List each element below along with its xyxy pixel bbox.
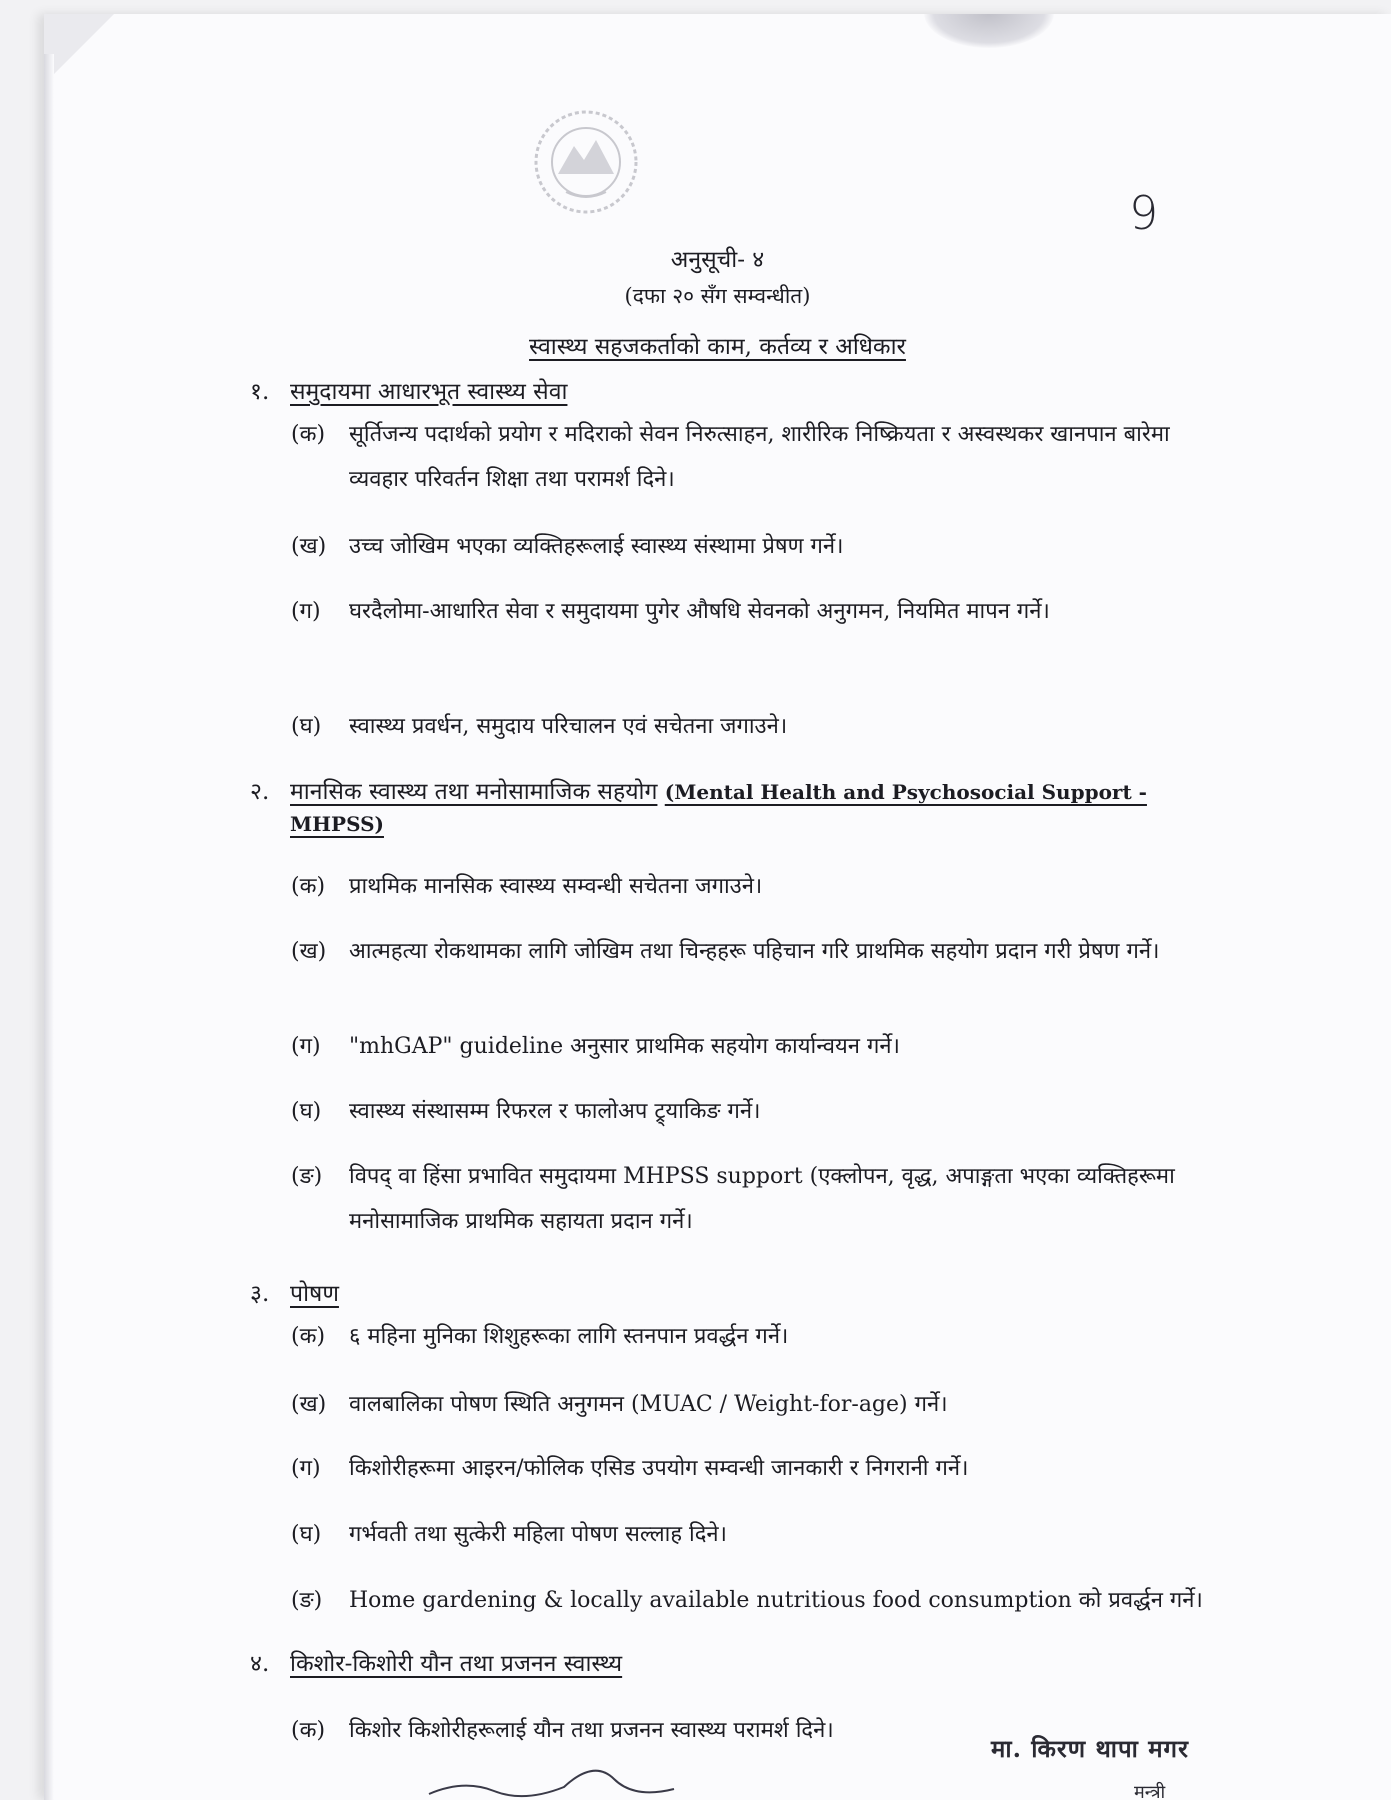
section-title-english: (Mental Health and Psychosocial Support -	[664, 780, 1147, 804]
item-marker: (क)	[291, 1718, 326, 1743]
list-item	[291, 704, 1211, 749]
list-item	[291, 1314, 1211, 1359]
list-item	[291, 1512, 1211, 1557]
item-text: उच्च जोखिम भएका व्यक्तिहरूलाई स्वास्थ्य संस्थामा प्रेषण गर्ने।	[349, 534, 844, 559]
section-number: ४.	[250, 1651, 270, 1677]
item-text: सूर्तिजन्य पदार्थको प्रयोग र मदिराको सेवन निरुत्साहन, शारीरिक निष्क्रियता र अस्वस्थकर खानपान बारेमा व्यवहार परिवर्तन शिक्षा तथा परामर्श दिने।	[349, 422, 1170, 492]
item-marker: (ग)	[291, 1034, 321, 1059]
list-item	[291, 1154, 1211, 1244]
government-emblem-icon	[526, 102, 646, 222]
item-text: किशोर किशोरीहरूलाई यौन तथा प्रजनन स्वास्थ्य परामर्श दिने।	[349, 1718, 834, 1743]
binding-shadow	[44, 54, 54, 1800]
signatory-title: मन्त्री	[1134, 1782, 1166, 1800]
page-number: 9	[1129, 186, 1159, 240]
list-item	[291, 929, 1211, 974]
item-text: ६ महिना मुनिका शिशुहरूका लागि स्तनपान प्रवर्द्धन गर्ने।	[349, 1324, 789, 1349]
section-title: समुदायमा आधारभूत स्वास्थ्य सेवा	[290, 379, 568, 405]
list-item	[291, 1708, 991, 1753]
list-item	[291, 1382, 1211, 1427]
list-item	[291, 1446, 1211, 1491]
item-marker: (ग)	[291, 599, 321, 624]
section-heading-3	[250, 1276, 339, 1308]
list-item	[291, 412, 1211, 502]
item-marker: (क)	[291, 874, 326, 899]
document-title-text: स्वास्थ्य सहजकर्ताको काम, कर्तव्य र अधिकार	[529, 334, 906, 360]
item-marker: (ख)	[291, 1392, 327, 1417]
list-item	[291, 589, 1211, 634]
item-text: विपद् वा हिंसा प्रभावित समुदायमा MHPSS support (एक्लोपन, वृद्ध, अपाङ्गता भएका व्यक्तिहरूमा मनोसामाजिक प्राथमिक सहायता प्रदान गर्ने।	[349, 1164, 1175, 1234]
item-marker: (घ)	[291, 1099, 322, 1124]
item-text: प्राथमिक मानसिक स्वास्थ्य सम्वन्धी सचेतना जगाउने।	[349, 874, 763, 899]
item-marker: (ख)	[291, 939, 327, 964]
list-item	[291, 1089, 1211, 1134]
signatory-name: मा. किरण थापा मगर	[991, 1734, 1189, 1763]
section-number: ३.	[250, 1281, 270, 1307]
list-item	[291, 1024, 1211, 1069]
item-text: स्वास्थ्य संस्थासम्म रिफरल र फालोअप ट्र्याकिङ गर्ने।	[349, 1099, 761, 1124]
item-marker: (ग)	[291, 1456, 321, 1481]
schedule-title: अनुसूची- ४	[670, 247, 765, 273]
item-text: वालबालिका पोषण स्थिति अनुगमन (MUAC / Weight-for-age) गर्ने।	[349, 1392, 948, 1417]
list-item	[291, 524, 1211, 569]
item-marker: (ङ)	[291, 1164, 323, 1189]
item-text: Home gardening & locally available nutritious food consumption को प्रवर्द्धन गर्ने।	[349, 1588, 1203, 1613]
section-number: १.	[250, 379, 270, 405]
document-title	[44, 329, 1391, 361]
page-fold	[44, 14, 114, 84]
section-title: पोषण	[290, 1281, 339, 1307]
item-text: गर्भवती तथा सुत्केरी महिला पोषण सल्लाह दिने।	[349, 1522, 727, 1547]
item-text: घरदैलोमा-आधारित सेवा र समुदायमा पुगेर औषधि सेवनको अनुगमन, नियमित मापन गर्ने।	[349, 599, 1050, 624]
item-marker: (ङ)	[291, 1588, 323, 1613]
section-heading-4	[250, 1646, 622, 1678]
item-marker: (क)	[291, 1324, 326, 1349]
section-title: किशोर-किशोरी यौन तथा प्रजनन स्वास्थ्य	[290, 1651, 623, 1677]
seal-stamp	[924, 14, 1054, 48]
item-text: आत्महत्या रोकथामका लागि जोखिम तथा चिन्हहरू पहिचान गरि प्राथमिक सहयोग प्रदान गरी प्रेषण गर्ने।	[349, 939, 1160, 964]
item-marker: (घ)	[291, 1522, 322, 1547]
item-text: स्वास्थ्य प्रवर्धन, समुदाय परिचालन एवं सचेतना जगाउने।	[349, 714, 788, 739]
section-heading-2	[250, 774, 1147, 836]
list-item	[291, 1578, 1211, 1623]
section-title: मानसिक स्वास्थ्य तथा मनोसामाजिक सहयोग	[290, 779, 658, 805]
item-marker: (ख)	[291, 534, 327, 559]
item-marker: (क)	[291, 422, 326, 447]
section-title-english-cont: MHPSS)	[290, 812, 384, 836]
section-heading-1	[250, 374, 567, 406]
handwritten-signature	[424, 1749, 684, 1800]
list-item	[291, 864, 1211, 909]
item-text: किशोरीहरूमा आइरन/फोलिक एसिड उपयोग सम्वन्धी जानकारी र निगरानी गर्ने।	[349, 1456, 969, 1481]
section-number: २.	[250, 779, 270, 805]
item-marker: (घ)	[291, 714, 322, 739]
item-text: "mhGAP" guideline अनुसार प्राथमिक सहयोग कार्यान्वयन गर्ने।	[349, 1034, 900, 1059]
schedule-subtitle: (दफा २० सँग सम्वन्धीत)	[624, 284, 811, 308]
document-page	[44, 14, 1391, 1800]
